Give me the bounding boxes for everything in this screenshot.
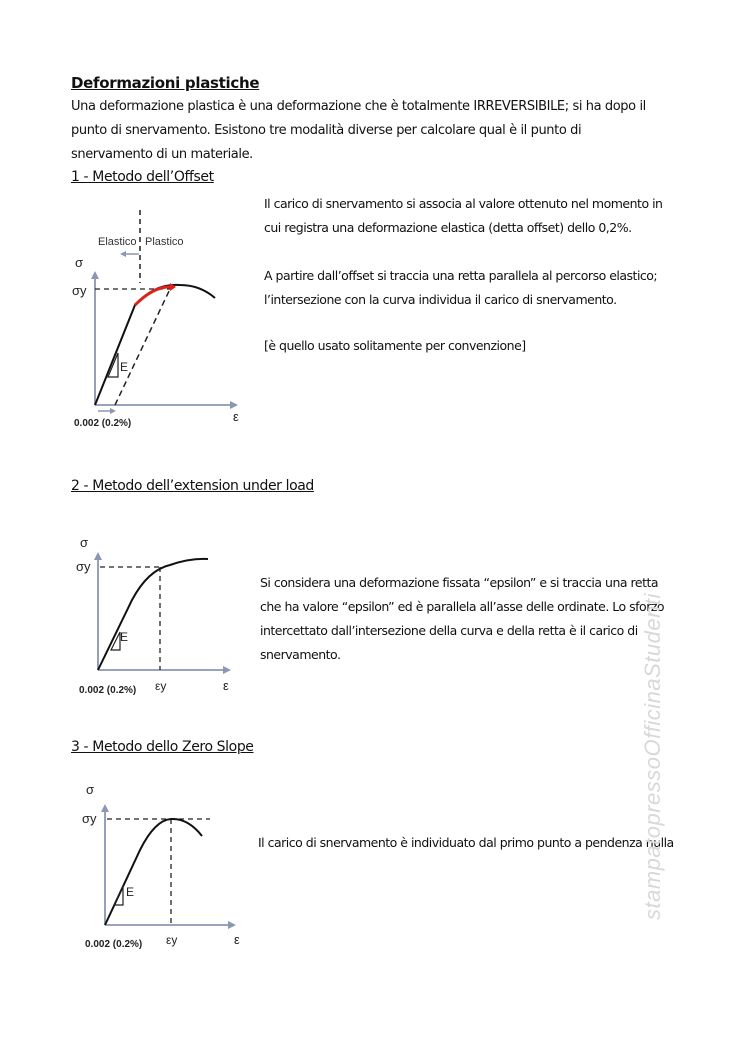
elastic-arrow-head [120,251,126,257]
x-axis-arrow [230,401,238,409]
y-axis-arrow [101,804,109,812]
epsilon-y-label: εy [155,679,167,693]
modulus-label: E [120,360,129,374]
x-axis-arrow [228,921,236,929]
epsilon-label: ε [234,932,240,947]
offset-label: 0.002 (0.2%) [85,939,143,950]
section-2-paragraph: Si considera una deformazione fissata “epsilon” e si traccia una retta che ha valore “epsilon” ed è parallela all’asse delle ordinate. Lo sforzo intercettato dall’intersezione della curva e della retta è il carico di snervamento. [260,575,665,662]
stress-strain-curve [95,285,215,405]
section-3-heading: 3 - Metodo dello Zero Slope [71,739,254,755]
watermark: stampatopressoOfficinaStudenti [640,593,665,920]
sigma-y-label: σy [72,283,87,298]
section-3-paragraph: Il carico di snervamento è individuato dal primo punto a pendenza nulla [258,835,674,850]
offset-arrow-head [110,408,116,414]
section-1-paragraph-2: A partire dall’offset si traccia una retta parallela al percorso elastico; l’intersezione con la curva individua il carico di snervamento. [264,268,658,307]
slope-triangle [108,353,118,377]
plastic-label: Plastico [145,236,184,248]
y-axis-arrow [94,552,102,560]
offset-label: 0.002 (0.2%) [74,418,132,429]
epsilon-label: ε [223,678,229,693]
modulus-label: E [120,630,129,644]
offset-label: 0.002 (0.2%) [79,685,137,696]
epsilon-label: ε [233,409,239,424]
sigma-y-label: σy [76,559,91,574]
y-axis-arrow [91,271,99,279]
extension-method-figure [60,530,260,700]
elastic-label: Elastico [98,236,137,248]
zero-slope-method-figure [60,780,260,950]
offset-method-figure [60,205,260,440]
intro-paragraph: Una deformazione plastica è una deformazione che è totalmente IRREVERSIBILE; si ha dopo il punto di snervamento. Esistono tre modalità diverse per calcolare qual è il punto di snervamento di un materiale. [71,99,646,162]
section-1-paragraph-1: Il carico di snervamento si associa al valore ottenuto nel momento in cui registra una deformazione elastica (detta offset) dello 0,2%. [264,196,663,235]
offset-line [115,289,170,405]
section-1-heading: 1 - Metodo dell’Offset [71,169,214,185]
stress-strain-curve [105,819,202,925]
slope-triangle [114,886,123,905]
page-title: Deformazioni plastiche [71,74,260,92]
x-axis-arrow [223,666,231,674]
sigma-label: σ [80,535,89,550]
sigma-label: σ [86,782,95,797]
epsilon-y-label: εy [166,933,178,947]
sigma-y-label: σy [82,811,97,826]
modulus-label: E [126,885,135,899]
sigma-label: σ [75,255,84,270]
stress-strain-curve [98,559,208,670]
section-2-heading: 2 - Metodo dell’extension under load [71,478,314,494]
section-1-paragraph-3: [è quello usato solitamente per convenzione] [264,338,526,353]
